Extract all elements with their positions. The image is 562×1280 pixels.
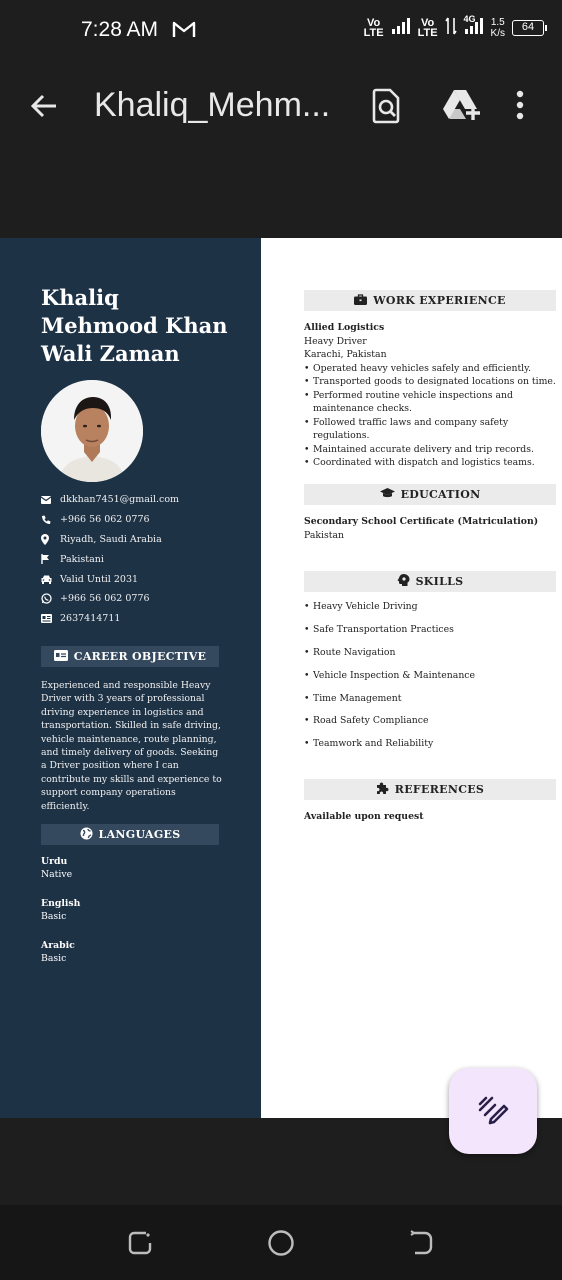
contact-text: Valid Until 2031: [60, 573, 139, 585]
skill-item: • Safe Transportation Practices: [304, 624, 556, 647]
language-item: [41, 897, 80, 923]
contact-location: [41, 530, 251, 550]
flag-icon: [41, 554, 60, 564]
find-in-document-icon[interactable]: [370, 88, 404, 128]
language-name: Arabic: [41, 940, 75, 951]
battery-indicator: 64: [512, 20, 544, 36]
duty-item: • Maintained accurate delivery and trip records.: [304, 443, 556, 457]
phone-icon: [41, 515, 60, 525]
name-line: Mehmood Khan: [41, 313, 228, 338]
language-item: [41, 855, 72, 881]
volte-indicator-2: [418, 18, 438, 38]
contact-text: dkkhan7451@gmail.com: [60, 494, 180, 506]
document-title: Khaliq_Mehm...: [94, 86, 331, 124]
career-objective-text: Experienced and responsible Heavy Driver with 3 years of professional driving experience in logistics and transportation. Skilled in safe driving, vehicle maintenance, route planning, and timely delivery of goods. Seeking a Driver position where I can contribute my skills and experience to support company operations efficiently.: [41, 680, 222, 812]
volte-indicator-1: [364, 18, 384, 38]
contact-whatsapp[interactable]: [41, 589, 251, 609]
skills-list: [304, 601, 556, 761]
job-location: Karachi, Pakistan: [304, 349, 387, 360]
contact-text: 2637414711: [60, 613, 121, 625]
duty-item: • Transported goods to designated locations on time.: [304, 375, 556, 389]
contact-text: +966 56 062 0776: [60, 593, 150, 605]
section-title: EDUCATION: [400, 488, 481, 501]
volte-bottom: LTE: [417, 27, 438, 39]
duty-list: [304, 362, 556, 470]
name-line: Khaliq: [41, 285, 119, 310]
network-speed: [491, 17, 505, 39]
section-title: WORK EXPERIENCE: [373, 294, 506, 307]
career-objective-heading: [41, 646, 219, 667]
brain-head-icon: [397, 574, 410, 589]
back-arrow-icon[interactable]: [28, 90, 60, 126]
whatsapp-icon: [41, 593, 60, 604]
gmail-icon: [172, 20, 196, 42]
annotate-fab[interactable]: [449, 1068, 537, 1154]
section-title: LANGUAGES: [98, 828, 181, 841]
puzzle-piece-icon: [376, 782, 389, 798]
section-title: CAREER OBJECTIVE: [73, 650, 207, 663]
speed-unit: K/s: [490, 28, 505, 39]
work-experience-entry: [304, 321, 556, 470]
signal-4g: [463, 14, 484, 38]
degree-name: Secondary School Certificate (Matriculation): [304, 516, 539, 527]
network-indicators: [364, 16, 544, 40]
work-experience-heading: [304, 290, 556, 311]
name-line: Wali Zaman: [41, 341, 180, 366]
envelope-icon: [41, 496, 60, 504]
contact-text: +966 56 062 0776: [60, 514, 150, 526]
education-entry: [304, 515, 556, 542]
app-bar: [0, 64, 562, 150]
skill-item: • Route Navigation: [304, 647, 556, 670]
language-level: Basic: [41, 953, 67, 964]
contact-phone[interactable]: [41, 510, 251, 530]
id-badge-icon: [54, 650, 68, 664]
duty-item: • Followed traffic laws and company safety regulations.: [304, 416, 556, 443]
speed-value: 1.5: [490, 17, 505, 28]
pdf-page[interactable]: [0, 238, 562, 1118]
duty-item: • Coordinated with dispatch and logistics teams.: [304, 456, 556, 470]
skills-heading: [304, 571, 556, 592]
briefcase-icon: [354, 294, 367, 308]
car-icon: [41, 575, 60, 584]
references-text: Available upon request: [304, 811, 424, 822]
skill-item: • Heavy Vehicle Driving: [304, 601, 556, 624]
skill-item: • Teamwork and Reliability: [304, 738, 556, 761]
recent-apps-icon[interactable]: [126, 1229, 154, 1261]
company-name: Allied Logistics: [304, 322, 385, 333]
status-time: 7:28 AM: [81, 18, 159, 41]
home-icon[interactable]: [267, 1229, 295, 1261]
globe-icon: [80, 827, 93, 843]
signal-bars-icon: [391, 18, 411, 38]
duty-item: • Performed routine vehicle inspections and maintenance checks.: [304, 389, 556, 416]
education-heading: [304, 484, 556, 505]
contact-list: [41, 490, 251, 629]
contact-id: [41, 609, 251, 629]
language-name: English: [41, 898, 81, 909]
add-to-drive-icon[interactable]: [443, 88, 481, 126]
network-type-label: 4G: [463, 14, 476, 24]
contact-text: Pakistani: [60, 553, 104, 565]
job-role: Heavy Driver: [304, 335, 367, 347]
languages-heading: [41, 824, 219, 845]
system-navigation-bar: [0, 1205, 562, 1280]
data-arrows-icon: [445, 16, 457, 40]
section-title: SKILLS: [415, 575, 464, 588]
volte-top: Vo: [420, 17, 435, 29]
pen-scribble-icon: [477, 1093, 509, 1129]
map-pin-icon: [41, 534, 60, 545]
back-icon[interactable]: [407, 1229, 435, 1261]
volte-top: Vo: [366, 17, 381, 29]
language-level: Basic: [41, 911, 67, 922]
contact-nationality: [41, 549, 251, 569]
skill-item: • Road Safety Compliance: [304, 715, 556, 738]
contact-text: Riyadh, Saudi Arabia: [60, 533, 162, 545]
contact-license: [41, 569, 251, 589]
graduation-cap-icon: [380, 488, 395, 502]
candidate-name: [41, 284, 251, 368]
language-name: Urdu: [41, 856, 68, 867]
skill-item: • Time Management: [304, 693, 556, 716]
id-card-icon: [41, 614, 60, 623]
language-level: Native: [41, 869, 73, 880]
profile-photo: [41, 380, 143, 482]
section-title: REFERENCES: [394, 783, 485, 796]
language-item: [41, 939, 75, 965]
education-place: Pakistan: [304, 529, 345, 541]
contact-email[interactable]: [41, 490, 251, 510]
status-bar: [0, 0, 562, 64]
more-options-icon[interactable]: [516, 90, 524, 124]
volte-bottom: LTE: [363, 27, 384, 39]
skill-item: • Vehicle Inspection & Maintenance: [304, 670, 556, 693]
references-heading: [304, 779, 556, 800]
duty-item: • Operated heavy vehicles safely and efficiently.: [304, 362, 556, 376]
resume-sidebar: [0, 238, 261, 1118]
